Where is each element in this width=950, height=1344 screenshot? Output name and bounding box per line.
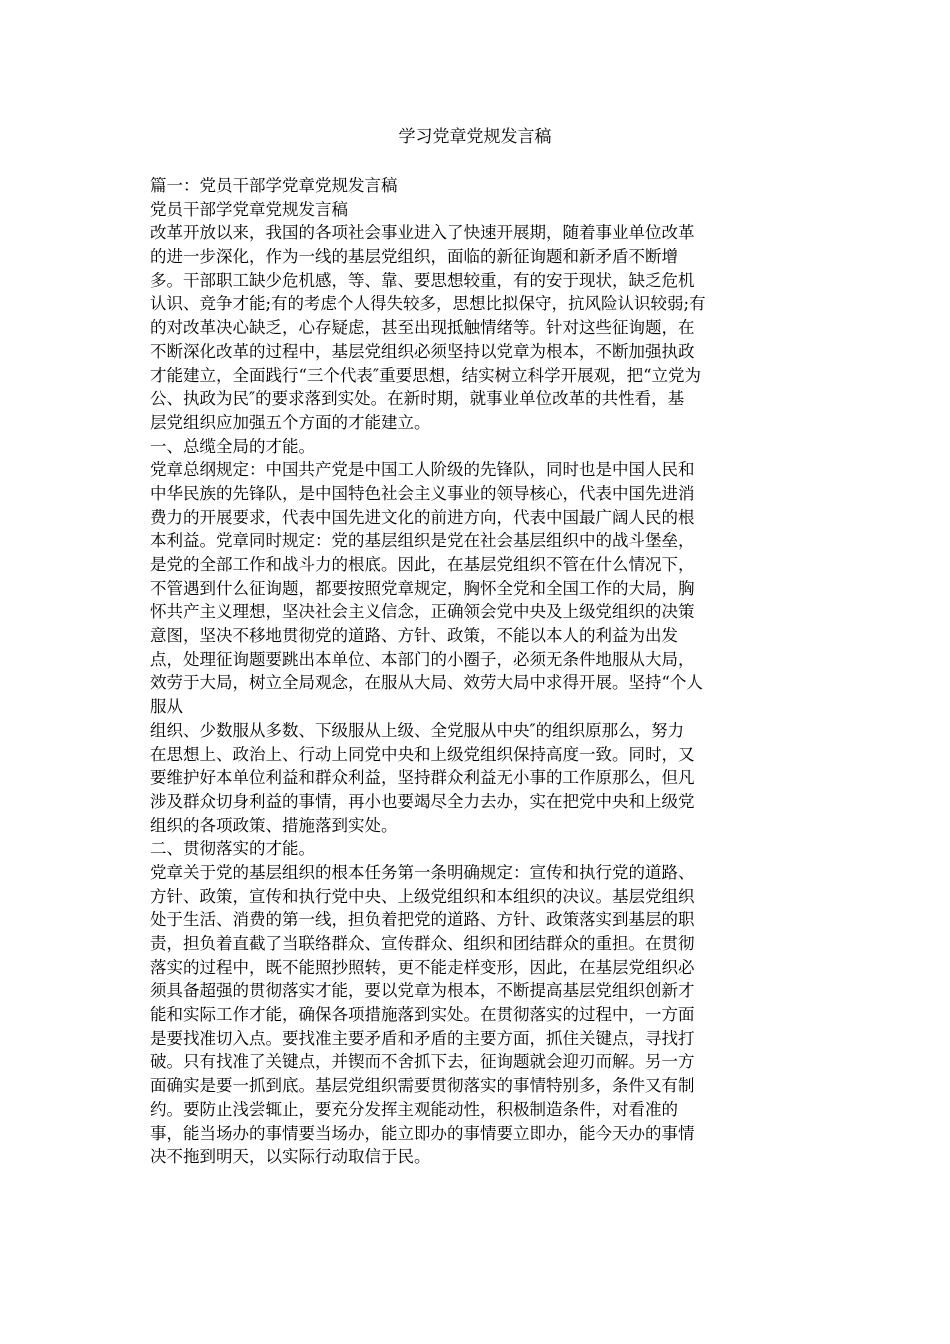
text-line: 才能建立，全面践行“三个代表″重要思想，结实树立科学开展观，把“立党为 [150, 365, 702, 385]
text-line: 意图，坚决不移地贯彻党的道路、方针、政策，不能以本人的利益为出发 [150, 626, 678, 646]
text-line: 党章总纲规定：中国共产党是中国工人阶级的先锋队，同时也是中国人民和 [150, 460, 695, 480]
text-line: 涉及群众切身利益的事情，再小也要竭尽全力去办，实在把党中央和上级党 [150, 791, 695, 811]
text-line: 篇一：党员干部学党章党规发言稿 [150, 176, 398, 195]
text-line: 党章关于党的基层组织的根本任务第一条明确规定：宣传和执行党的道路、 [150, 862, 695, 882]
text-line: 约。要防止浅尝辄止，要充分发挥主观能动性，积极制造条件，对看准的 [150, 1099, 678, 1119]
text-line: 层党组织应加强五个方面的才能建立。 [150, 412, 431, 432]
text-line: 责，担负着直截了当联络群众、宣传群众、组织和团结群众的重担。在贯彻 [150, 934, 695, 953]
text-line: 决不拖到明天，以实际行动取信于民。 [150, 1147, 431, 1167]
text-line: 本利益。党章同时规定：党的基层组织是党在社会基层组织中的战斗堡垒， [150, 531, 695, 551]
text-line: 事，能当场办的事情要当场办，能立即办的事情要立即办，能今天办的事情 [150, 1123, 695, 1143]
text-line: 能和实际工作才能，确保各项措施落到实处。在贯彻落实的过程中，一方面 [150, 1005, 695, 1025]
text-line: 在思想上、政治上、行动上同党中央和上级党组织保持高度一致。同时，又 [150, 744, 695, 764]
text-line: 是要找准切入点。要找准主要矛盾和矛盾的主要方面，抓住关键点，寻找打 [150, 1028, 695, 1048]
text-line: 怀共产主义理想，坚决社会主义信念，正确领会党中央及上级党组织的决策 [150, 602, 695, 622]
text-line: 的进一步深化，作为一线的基层党组织，面临的新征询题和新矛盾不断增 [150, 247, 678, 267]
text-line: 二、贯彻落实的才能。 [150, 839, 315, 859]
text-line: 方针、政策，宣传和执行党中央、上级党组织和本组织的决议。基层党组织 [150, 886, 695, 906]
text-line: 党员干部学党章党规发言稿 [150, 199, 348, 219]
text-line: 要维护好本单位利益和群众利益，坚持群众利益无小事的工作原那么，但凡 [150, 768, 695, 788]
text-line: 不管遇到什么征询题，都要按照党章规定，胸怀全党和全国工作的大局，胸 [150, 578, 695, 598]
text-line: 落实的过程中，既不能照抄照转，更不能走样变形，因此，在基层党组织必 [150, 957, 695, 977]
text-line: 点，处理征询题要跳出本单位、本部门的小圈子，必须无条件地服从大局， [150, 649, 695, 669]
text-line: 多。干部职工缺少危机感，等、靠、要思想较重，有的安于现状，缺乏危机 [150, 270, 695, 290]
text-line: 的对改革决心缺乏，心存疑虑，甚至出现抵触情绪等。针对这些征询题，在 [150, 318, 695, 338]
text-line: 破。只有找准了关键点，并锲而不舍抓下去，征询题就会迎刃而解。另一方 [150, 1052, 695, 1072]
text-line: 服从 [150, 697, 183, 717]
text-line: 处于生活、消费的第一线，担负着把党的道路、方针、政策落实到基层的职 [150, 910, 695, 930]
document-body [150, 174, 810, 1169]
text-line: 不断深化改革的过程中，基层党组织必须坚持以党章为根本，不断加强执政 [150, 341, 695, 361]
text-line: 面确实是要一抓到底。基层党组织需要贯彻落实的事情特别多，条件又有制 [150, 1076, 695, 1096]
text-line: 组织、少数服从多数、下级服从上级、全党服从中央″的组织原那么，努力 [150, 720, 685, 740]
text-line: 须具备超强的贯彻落实才能，要以党章为根本，不断提高基层党组织创新才 [150, 981, 695, 1001]
text-line: 中华民族的先锋队，是中国特色社会主义事业的领导核心，代表中国先进消 [150, 483, 695, 503]
text-line: 一、总缆全局的才能。 [150, 436, 315, 456]
text-line: 费力的开展要求，代表中国先进文化的前进方向，代表中国最广阔人民的根 [150, 507, 695, 527]
document-title: 学习党章党规发言稿 [398, 127, 552, 147]
text-line: 是党的全部工作和战斗力的根底。因此，在基层党组织不管在什么情况下， [150, 555, 695, 574]
text-line: 改革开放以来，我国的各项社会事业进入了快速开展期，随着事业单位改革 [150, 223, 695, 243]
text-line: 效劳于大局，树立全局观念，在服从大局、效劳大局中求得开展。坚持“个人 [150, 673, 703, 693]
text-line: 认识、竞争才能;有的考虑个人得失较多，思想比拟保守，抗风险认识较弱;有 [150, 294, 706, 314]
text-line: 组织的各项政策、措施落到实处。 [150, 815, 398, 835]
text-line: 公、执政为民″的要求落到实处。在新时期，就事业单位改革的共性看，基 [150, 389, 685, 409]
